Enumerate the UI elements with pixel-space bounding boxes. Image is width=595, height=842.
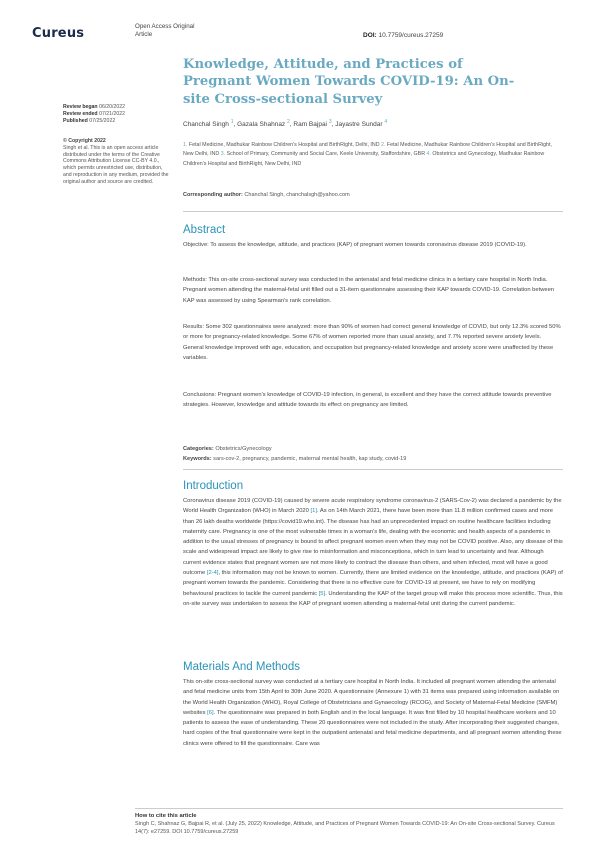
license-text: Singh et al. This is an open access article distributed under the terms of the Creative Commons Attribution License CC-BY 4.0., which permits unrestricted use, distribution, and reproduction in any medium, provided the original author and source are credited.	[63, 144, 169, 185]
keywords: Keywords: sars-cov-2, pregnancy, pandemic, maternal mental health, kap study, covid-19	[183, 456, 407, 462]
citation-heading: How to cite this article	[135, 813, 197, 819]
published-date: Published 07/25/2022	[63, 117, 116, 124]
article-title: Knowledge, Attitude, and Practices of Pregnant Women Towards COVID-19: An On-site Cross-sectional Survey	[183, 57, 515, 107]
citation-text: Singh C, Shahnaz G, Bajpai R, et al. (July 25, 2022) Knowledge, Attitude, and Practices of Pregnant Women Towards COVID-19: An On-site Cross-sectional Survey. Cureus 14(7): e27259. DOI 10.7759/cureus.27259	[135, 821, 555, 835]
abstract-methods: Methods: This on-site cross-sectional survey was conducted in the antenatal and fetal medicine clinics in a tertiary care hospital in North India. Pregnant women attending the maternal-fetal unit filled out a 31-item questionnaire assessing their KAP towards COVID-19. Correlation between KAP was assessed by using Spearman's rank correlation.	[183, 277, 555, 304]
doi-link[interactable]: 10.7759/cureus.27259	[378, 32, 444, 39]
introduction-text: Coronavirus disease 2019 (COVID-19) caused by severe acute respiratory syndrome coronavirus-2 (SARS-Cov-2) was declared a pandemic by the World Health Organization (WHO) in March 2020 [1]. As on 14th March 2021, there have been more than 11.8 million confirmed cases and more than 26 lakh deaths worldwide (https://covid19.who.int). The disease has had an unprecedented impact on routine healthcare facilities including maternity care. Pregnancy is one of the most vulnerable times in a woman's life, dealing with the economic and health aspects of a pandemic in addition to the usual stresses of pregnancy is bound to affect pregnant women even when they may not be COVID positive. Also, any disease of this scale and widespread impact are likely to give rise to misinformation and misconceptions, which in turn lead to uncertainty and fear. Although current evidence states that pregnant women are not more likely to contract the disease than others, and when infected, most will have a good outcome [2-4], this information may not be known to women. Currently, there are limited evidence on the knowledge, attitude, and practices (KAP) of pregnant women towards the pandemic. Considering that there is no effective cure for COVID-19 at present, we have to rely on modifying behavioural practices to tackle the current pandemic [5]. Understanding the KAP of the target group will make this process more scientific. Thus, this on-site survey was undertaken to assess the KAP of pregnant women attending a maternal-fetal unit during the current pandemic.	[183, 498, 563, 607]
author-name[interactable]: Ram Bajpai	[293, 121, 328, 129]
doi: DOI: 10.7759/cureus.27259	[363, 32, 444, 39]
footer-divider	[135, 808, 563, 809]
copyright-notice	[63, 138, 171, 186]
corresponding-email[interactable]: Chanchal Singh, chanchalsgh@yahoo.com	[244, 192, 350, 198]
review-dates	[63, 104, 171, 124]
article-type: Open Access Original Article	[135, 23, 195, 38]
abstract-objective: Objective: To assess the knowledge, attitude, and practices (KAP) of pregnant women towards coronavirus disease 2019 (COVID-19).	[183, 242, 527, 248]
reference-link[interactable]: [1]	[310, 508, 317, 515]
methods-text: This on-site cross-sectional survey was conducted at a tertiary care hospital in North India. It included all pregnant women attending the antenatal and fetal medicine units from 15th April to 30th June 2020. A questionnaire (Annexure 1) with 31 items was prepared using information available on the World Health Organization (WHO), Royal College of Obstetricians and Gynaecology (RCOG), and Society of Maternal-Fetal Medicine (SMFM) websites [6]. The questionnaire was prepared in both English and in the local language. It was first filled by 10 hospital healthcare workers and 10 patients to assess the ease of understanding. These 20 questionnaires were not included in the study. After incorporating their suggested changes, hard copies of the final questionnaire were kept in the outpatient antenatal and fetal medicine departments, and all pregnant women attending these clinics were offered to fill the questionnaire. Care was	[183, 679, 562, 747]
introduction-heading: Introduction	[183, 480, 244, 492]
divider	[183, 469, 563, 470]
author-name[interactable]: Chanchal Singh	[183, 121, 229, 129]
methods-heading: Materials And Methods	[183, 661, 300, 673]
categories: Categories: Obstetrics/Gynecology	[183, 446, 272, 452]
author-name[interactable]: Gazala Shahnaz	[237, 121, 286, 129]
abstract-results: Results: Some 302 questionnaires were analyzed: more than 90% of women had correct general knowledge of COVID, but only 12.3% scored 50% or more for pregnancy-related knowledge. Some 67% of women reported more than usual anxiety, and 7.7% reported severe anxiety levels. General knowledge improved with age, education, and occupation but pregnancy-related knowledge and anxiety score were unaffected by these variables.	[183, 324, 561, 361]
review-ended: Review ended 07/21/2022	[63, 110, 126, 117]
review-began: Review began 06/20/2022	[63, 104, 126, 110]
journal-logo	[32, 26, 84, 41]
author-name[interactable]: Jayastre Sundar	[335, 121, 383, 129]
author-list: Chanchal Singh $^1$, Gazala Shahnaz $^2$, Ram Bajpai $^3$, Jayastre Sundar $^4$	[183, 119, 388, 129]
corresponding-author: Corresponding author: Chanchal Singh, chanchalsgh@yahoo.com	[183, 192, 350, 198]
journal-name: Cureus	[32, 26, 85, 41]
reference-link[interactable]: [6]	[207, 709, 214, 716]
abstract-conclusions: Conclusions: Pregnant women's knowledge of COVID-19 infection, in general, is excellent and they have the correct attitude towards preventive strategies. However, knowledge and attitude towards its effect on pregnancy are limited.	[183, 392, 552, 409]
divider	[183, 211, 563, 212]
copyright-line: © Copyright 2022	[63, 138, 106, 144]
reference-link[interactable]: [5]	[318, 590, 326, 597]
reference-link[interactable]: [2-4]	[206, 570, 219, 577]
abstract-heading: Abstract	[183, 224, 226, 236]
affiliations: 1. Fetal Medicine, Madhukar Rainbow Children's Hospital and BirthRight, Delhi, IND 2. Fetal Medicine, Madhukar Rainbow Children's Hospital and BirthRight, New Delhi, IND 3. School of Primary, Community and Social Care, Keele University, Staffordshire, GBR 4. Obstetrics and Gynecology, Madhukar Rainbow Children's Hospital and BirthRight, New Delhi, IND	[183, 142, 552, 167]
